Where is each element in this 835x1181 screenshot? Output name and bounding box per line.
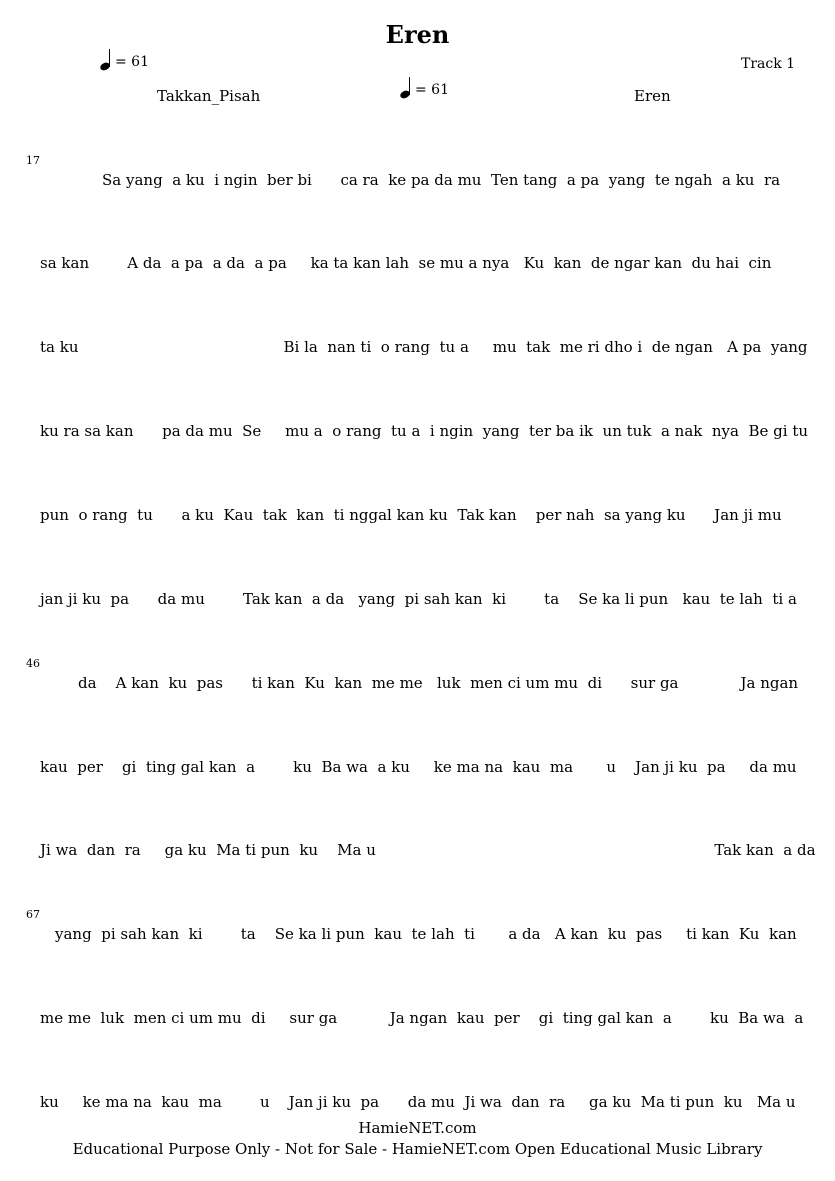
lyric-line: ta ku Bi la nan ti o rang tu a mu tak me ri dho i de ngan A pa yang (40, 338, 808, 356)
instrument-label-right: Eren (634, 87, 671, 105)
quarter-note-icon (400, 76, 412, 98)
footer-notice: Educational Purpose Only - Not for Sale - HamieNET.com Open Educational Music Library (72, 1140, 763, 1158)
footer-site: HamieNET.com (358, 1119, 477, 1137)
bar-number: 67 (26, 908, 40, 921)
lyric-line: pun o rang tu a ku Kau tak kan ti nggal kan ku Tak kan per nah sa yang ku Jan ji mu (40, 506, 782, 524)
quarter-note-icon (100, 48, 112, 70)
lyric-line: ku ke ma na kau ma u Jan ji ku pa da mu Ji wa dan ra ga ku Ma ti pun ku Ma u (40, 1093, 796, 1111)
lyric-line: ku ra sa kan pa da mu Se mu a o rang tu a i ngin yang ter ba ik un tuk a nak nya Be gi tu (40, 422, 809, 440)
lyric-line: jan ji ku pa da mu Tak kan a da yang pi sah kan ki ta Se ka li pun kau te lah ti a (40, 590, 797, 608)
lyric-line: Sa yang a ku i ngin ber bi ca ra ke pa da mu Ten tang a pa yang te ngah a ku ra (102, 171, 781, 189)
lyric-line: yang pi sah kan ki ta Se ka li pun kau te lah ti a da A kan ku pas ti kan Ku kan (55, 925, 797, 943)
lyric-line: da A kan ku pas ti kan Ku kan me me luk men ci um mu di sur ga Ja ngan (78, 674, 799, 692)
track-label: Track 1 (741, 56, 796, 72)
tempo-mark-center (400, 76, 449, 98)
lyric-line: sa kan A da a pa a da a pa ka ta kan lah se mu a nya Ku kan de ngar kan du hai cin (40, 254, 772, 272)
lyric-line: Ji wa dan ra ga ku Ma ti pun ku Ma u Tak kan a da (40, 841, 816, 859)
lyric-line: kau per gi ting gal kan a ku Ba wa a ku ke ma na kau ma u Jan ji ku pa da mu (40, 758, 797, 776)
tempo-mark-left (100, 48, 149, 70)
bar-number: 17 (26, 154, 40, 167)
tempo-value: = 61 (415, 82, 449, 98)
instrument-label-left: Takkan_Pisah (157, 87, 261, 105)
score-title: Eren (385, 20, 450, 49)
tempo-value: = 61 (115, 54, 149, 70)
bar-number: 46 (26, 657, 40, 670)
lyric-line: me me luk men ci um mu di sur ga Ja ngan kau per gi ting gal kan a ku Ba wa a (40, 1009, 804, 1027)
